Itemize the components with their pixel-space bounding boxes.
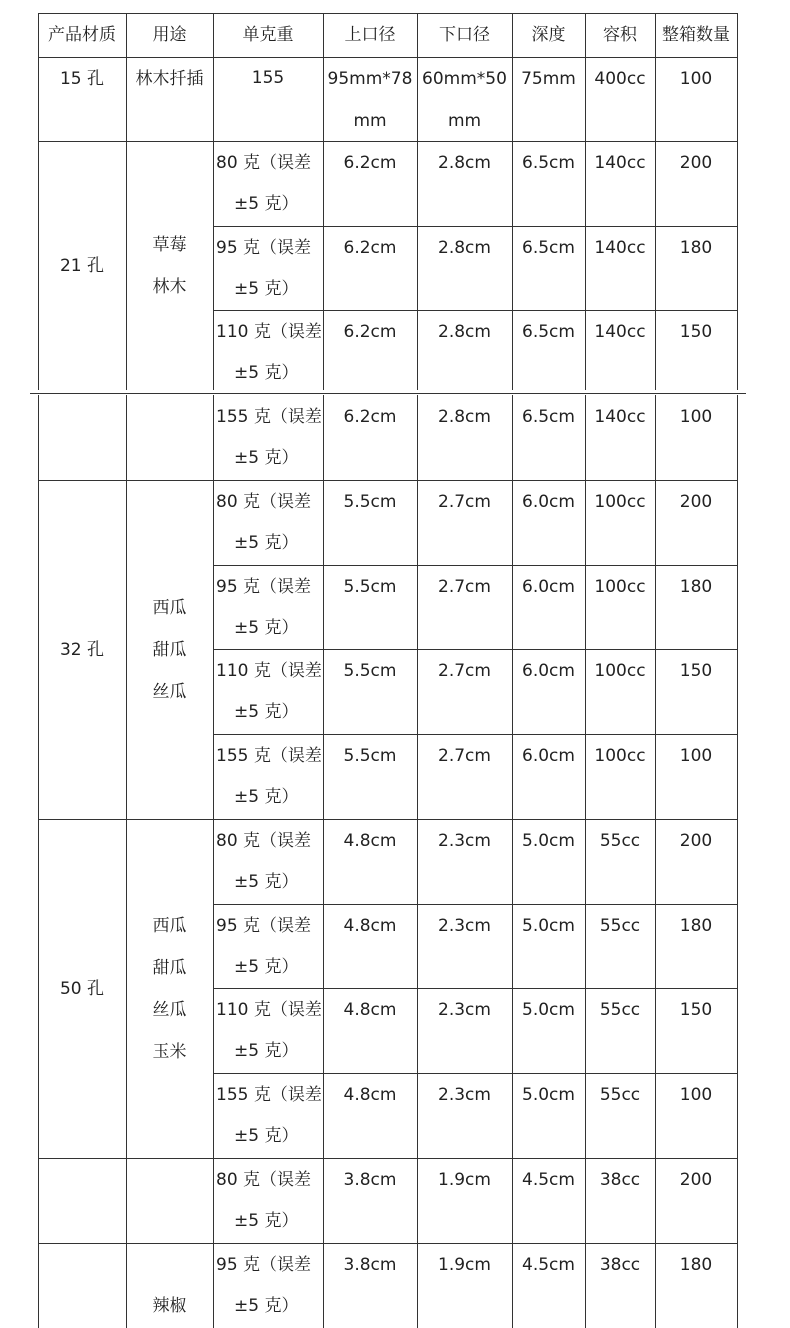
weight-tolerance: ±5 克）	[234, 872, 299, 892]
volume-cell: 100cc	[594, 661, 646, 682]
weight-cell: 80 克（误差	[216, 831, 312, 851]
volume-cell: 140cc	[594, 407, 646, 427]
top-diameter-cell: 5.5cm	[343, 661, 397, 682]
top-diameter-cell: 6.2cm	[343, 153, 397, 173]
bottom-diameter-cell: 2.3cm	[438, 1084, 491, 1105]
usage-line: 玉米	[152, 1041, 187, 1062]
weight-tolerance: ±5 克）	[234, 1211, 299, 1231]
depth-cell: 6.0cm	[522, 576, 575, 597]
table-left-border	[38, 1243, 39, 1328]
weight-cell: 95 克（误差	[216, 576, 312, 597]
bottom-diameter-cell: 1.9cm	[438, 1255, 491, 1275]
bottom-diameter-cell: 1.9cm	[438, 1170, 491, 1190]
weight-tolerance: ±5 克）	[234, 956, 299, 977]
weight-tolerance: ±5 克）	[234, 786, 299, 807]
weight-cell: 95 克（误差	[216, 237, 312, 258]
weight-tolerance: ±5 克）	[234, 448, 299, 468]
usage-line: 西瓜	[152, 915, 187, 936]
top-diameter-cell: 6.2cm	[343, 322, 397, 343]
weight-tolerance: ±5 克）	[234, 617, 299, 638]
quantity-cell: 200	[679, 831, 713, 851]
volume-cell: 140cc	[594, 237, 646, 258]
usage-line: 甜瓜	[152, 957, 187, 978]
col-divider	[213, 141, 214, 390]
top-diameter-cell: 3.8cm	[343, 1255, 397, 1275]
weight-tolerance: ±5 克）	[234, 278, 299, 299]
depth-cell: 4.5cm	[522, 1255, 575, 1275]
column-header: 上口径	[344, 25, 396, 45]
top-diameter-cell: 4.8cm	[343, 1084, 397, 1105]
col-divider	[737, 1158, 738, 1243]
table-left-border	[38, 395, 39, 480]
material-cell: 50 孔	[59, 978, 105, 999]
col-divider	[737, 1243, 738, 1328]
quantity-cell: 100	[679, 407, 713, 427]
usage-line: 草莓	[152, 234, 187, 255]
header-col-divider	[737, 13, 738, 57]
volume-cell: 38cc	[599, 1255, 641, 1275]
usage-line: 丝瓜	[152, 681, 187, 702]
weight-tolerance: ±5 克）	[234, 363, 299, 384]
top-diameter-cell: 6.2cm	[343, 407, 397, 427]
depth-cell: 6.5cm	[522, 322, 575, 343]
usage-cell	[126, 587, 213, 713]
bottom-diameter-cell: 2.3cm	[438, 1000, 491, 1021]
depth-cell: 75mm	[521, 69, 576, 89]
top-diameter-cell: 4.8cm	[343, 1000, 397, 1021]
material-cell: 21 孔	[59, 255, 105, 276]
quantity-cell: 100	[679, 745, 713, 766]
depth-cell: 5.0cm	[522, 831, 575, 851]
depth-cell: 6.0cm	[522, 745, 575, 766]
depth-cell: 4.5cm	[522, 1170, 575, 1190]
column-header: 下口径	[439, 25, 490, 45]
bottom-diameter-cell: 2.8cm	[438, 153, 491, 173]
quantity-cell: 180	[679, 576, 713, 597]
top-diameter-cell: 4.8cm	[343, 831, 397, 851]
quantity-cell: 180	[679, 915, 713, 936]
weight-cell: 95 克（误差	[216, 1255, 312, 1275]
volume-cell: 55cc	[599, 915, 641, 936]
quantity-cell: 150	[679, 1000, 713, 1021]
top-diameter-cell: 6.2cm	[343, 237, 397, 258]
depth-cell: 6.0cm	[522, 492, 575, 512]
usage-line: 林木扦插	[135, 69, 204, 89]
usage-line: 甜瓜	[152, 639, 187, 660]
weight-cell: 95 克（误差	[216, 915, 312, 936]
weight-cell: 155 克（误差	[216, 745, 322, 766]
quantity-cell: 180	[679, 1255, 713, 1275]
volume-cell: 55cc	[599, 1000, 641, 1021]
col-divider	[213, 395, 214, 480]
weight-cell: 80 克（误差	[216, 492, 312, 512]
depth-cell: 5.0cm	[522, 1084, 575, 1105]
bottom-diameter-cell: 2.7cm	[438, 576, 491, 597]
weight-tolerance: ±5 克）	[234, 1296, 299, 1316]
column-header: 深度	[531, 25, 566, 45]
weight-cell: 155 克（误差	[216, 407, 322, 427]
bottom-diameter-cell: 2.7cm	[438, 492, 491, 512]
volume-cell: 100cc	[594, 576, 646, 597]
material-cell: 15 孔	[59, 69, 105, 89]
column-header: 产品材质	[48, 25, 116, 45]
volume-cell: 38cc	[599, 1170, 641, 1190]
material-cell: 32 孔	[59, 639, 105, 660]
bottom-diameter-cell: 2.3cm	[438, 915, 491, 936]
col-divider	[737, 395, 738, 480]
usage-cell	[126, 58, 213, 100]
quantity-cell: 100	[679, 1084, 713, 1105]
weight-cell: 110 克（误差	[216, 322, 322, 343]
top-diameter-cell: 95mm*78 mm	[327, 69, 413, 131]
col-divider	[213, 1243, 214, 1328]
depth-cell: 5.0cm	[522, 1000, 575, 1021]
usage-cell	[126, 1285, 213, 1327]
top-diameter-cell: 3.8cm	[343, 1170, 397, 1190]
top-diameter-cell: 5.5cm	[343, 576, 397, 597]
quantity-cell: 150	[679, 322, 713, 343]
usage-line: 丝瓜	[152, 999, 187, 1020]
bottom-diameter-cell: 2.8cm	[438, 407, 491, 427]
weight-tolerance: ±5 克）	[234, 1041, 299, 1062]
bottom-diameter-cell: 2.7cm	[438, 661, 491, 682]
weight-tolerance: ±5 克）	[234, 1125, 299, 1146]
depth-cell: 6.5cm	[522, 237, 575, 258]
column-header: 容积	[603, 25, 637, 45]
weight-cell: 80 克（误差	[216, 1170, 312, 1190]
usage-cell	[126, 905, 213, 1073]
weight-tolerance: ±5 克）	[234, 533, 299, 553]
weight-cell: 110 克（误差	[216, 1000, 322, 1021]
column-header: 用途	[152, 25, 187, 45]
page-break-line	[30, 393, 746, 394]
top-diameter-cell: 5.5cm	[343, 492, 397, 512]
col-divider	[737, 141, 738, 390]
weight-cell: 110 克（误差	[216, 661, 322, 682]
volume-cell: 55cc	[599, 1084, 641, 1105]
usage-line: 西瓜	[152, 597, 187, 618]
col-divider	[126, 395, 127, 480]
usage-cell	[126, 224, 213, 308]
bottom-diameter-cell: 2.8cm	[438, 322, 491, 343]
col-divider	[126, 1158, 127, 1243]
quantity-cell: 100	[679, 69, 713, 89]
depth-cell: 6.0cm	[522, 661, 575, 682]
volume-cell: 140cc	[594, 322, 646, 343]
volume-cell: 55cc	[599, 831, 641, 851]
usage-line: 林木	[152, 276, 187, 297]
depth-cell: 6.5cm	[522, 407, 575, 427]
top-diameter-cell: 5.5cm	[343, 745, 397, 766]
weight-cell: 80 克（误差	[216, 153, 312, 173]
bottom-diameter-cell: 2.8cm	[438, 237, 491, 258]
column-header: 整箱数量	[662, 25, 730, 45]
weight-cell: 155 克（误差	[216, 1084, 322, 1105]
depth-cell: 5.0cm	[522, 915, 575, 936]
usage-line: 辣椒	[152, 1296, 187, 1316]
table-left-border	[38, 1158, 39, 1243]
col-divider	[213, 1158, 214, 1243]
weight-tolerance: ±5 克）	[234, 702, 299, 723]
quantity-cell: 200	[679, 1170, 713, 1190]
volume-cell: 400cc	[594, 69, 646, 89]
quantity-cell: 180	[679, 237, 713, 258]
volume-cell: 140cc	[594, 153, 646, 173]
col-divider	[737, 57, 738, 141]
quantity-cell: 200	[679, 492, 713, 512]
quantity-cell: 200	[679, 153, 713, 173]
column-header: 单克重	[242, 25, 294, 45]
quantity-cell: 150	[679, 661, 713, 682]
bottom-diameter-cell: 2.3cm	[438, 831, 491, 851]
depth-cell: 6.5cm	[522, 153, 575, 173]
volume-cell: 100cc	[594, 745, 646, 766]
weight-cell: 155	[251, 68, 285, 88]
weight-tolerance: ±5 克）	[234, 194, 299, 214]
bottom-diameter-cell: 60mm*50 mm	[422, 69, 507, 131]
bottom-diameter-cell: 2.7cm	[438, 745, 491, 766]
top-diameter-cell: 4.8cm	[343, 915, 397, 936]
volume-cell: 100cc	[594, 492, 646, 512]
